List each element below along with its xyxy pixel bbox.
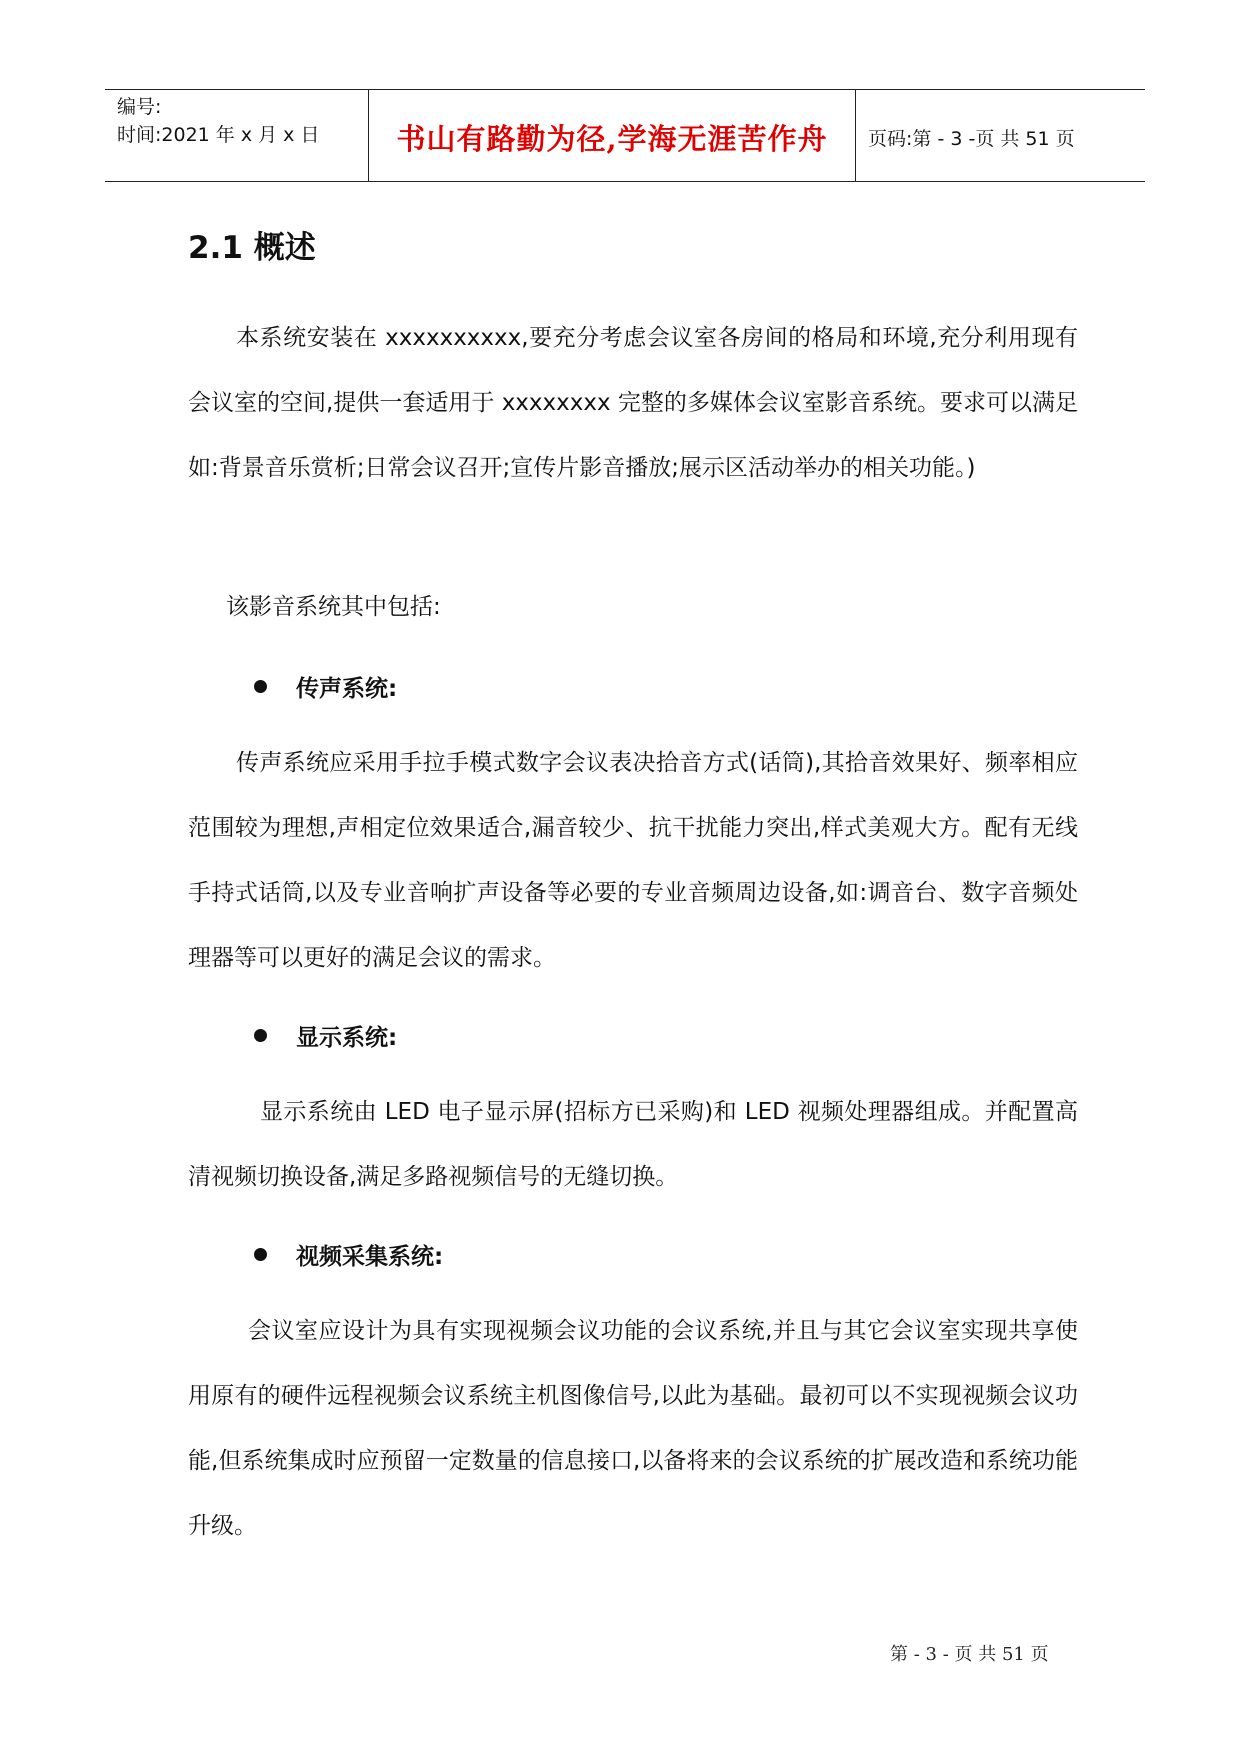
paragraph-intro: 该影音系统其中包括: <box>226 594 441 620</box>
section-title: 2.1 概述 <box>188 230 316 266</box>
bullet-dot-icon <box>254 1029 267 1042</box>
document-number-label: 编号: <box>117 96 162 118</box>
page-footer: 第 - 3 - 页 共 51 页 <box>890 1644 1049 1665</box>
bullet-audio-system <box>254 670 397 703</box>
bullet-dot-icon <box>254 680 267 693</box>
bullet-label: 显示系统: <box>296 1025 398 1051</box>
bullet-label: 视频采集系统: <box>296 1244 444 1270</box>
paragraph-audio-system: 传声系统应采用手拉手模式数字会议表决拾音方式(话筒),其拾音效果好、频率相应范围较为理想,声相定位效果适合,漏音较少、抗干扰能力突出,样式美观大方。配有无线手持式话筒,以及专业音响扩声设备等必要的专业音频周边设备,如:调音台、数字音频处理器等可以更好的满足会议的需求。 <box>188 750 1078 971</box>
paragraph-overview: 本系统安装在 xxxxxxxxxx,要充分考虑会议室各房间的格局和环境,充分利用现有会议室的空间,提供一套适用于 xxxxxxxx 完整的多媒体会议室影音系统。要求可以满足如:背景音乐赏析;日常会议召开;宣传片影音播放;展示区活动举办的相关功能。) <box>188 325 1078 481</box>
page-header <box>105 89 1145 182</box>
document-time-label: 时间:2021 年 x 月 x 日 <box>117 124 320 146</box>
bullet-video-capture-system <box>254 1238 443 1271</box>
bullet-display-system <box>254 1019 397 1052</box>
header-motto: 书山有路勤为径,学海无涯苦作舟 <box>369 90 856 181</box>
header-page-number: 页码:第 - 3 -页 共 51 页 <box>868 128 1075 150</box>
header-meta <box>105 90 369 181</box>
paragraph-video-capture-system: 会议室应设计为具有实现视频会议功能的会议系统,并且与其它会议室实现共享使用原有的硬件远程视频会议系统主机图像信号,以此为基础。最初可以不实现视频会议功能,但系统集成时应预留一定数量的信息接口,以备将来的会议系统的扩展改造和系统功能升级。 <box>188 1318 1078 1539</box>
paragraph-display-system: 显示系统由 LED 电子显示屏(招标方已采购)和 LED 视频处理器组成。并配置高清视频切换设备,满足多路视频信号的无缝切换。 <box>188 1099 1078 1190</box>
bullet-label: 传声系统: <box>296 676 398 702</box>
bullet-dot-icon <box>254 1248 267 1261</box>
